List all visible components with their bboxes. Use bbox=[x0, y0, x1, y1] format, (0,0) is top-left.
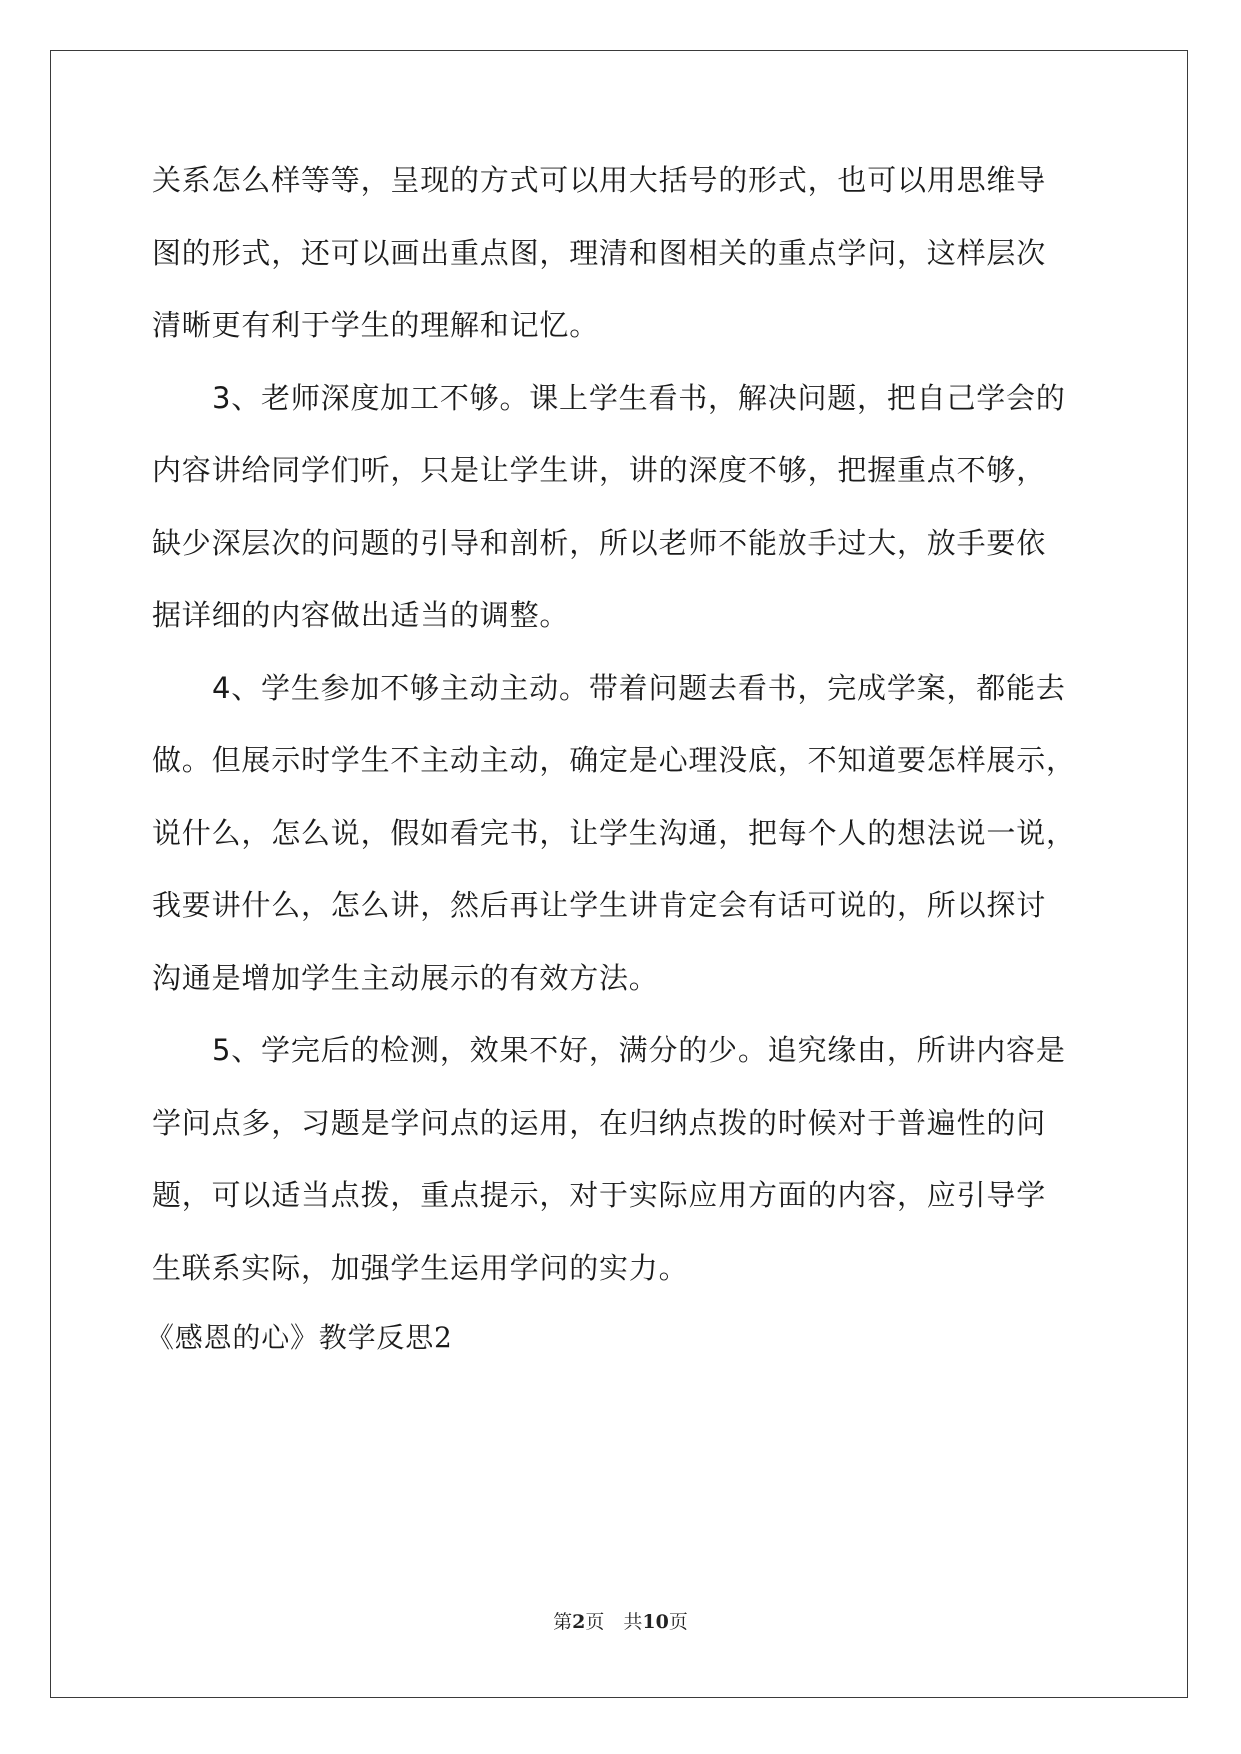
paragraph-line: 我要讲什么，怎么讲，然后再让学生讲肯定会有话可说的，所以探讨 bbox=[152, 888, 1047, 922]
current-page-number: 2 bbox=[572, 1611, 586, 1633]
paragraph-line: 5、学完后的检测，效果不好，满分的少。追究缘由，所讲内容是 bbox=[212, 1033, 1066, 1067]
page-border bbox=[50, 50, 1188, 1698]
paragraph-line: 据详细的内容做出适当的调整。 bbox=[152, 598, 570, 632]
paragraph-line: 清晰更有利于学生的理解和记忆。 bbox=[152, 308, 600, 342]
paragraph-line: 缺少深层次的问题的引导和剖析，所以老师不能放手过大，放手要依 bbox=[152, 525, 1047, 560]
paragraph-line: 生联系实际，加强学生运用学问的实力。 bbox=[152, 1250, 689, 1285]
paragraph-line: 内容讲给同学们听，只是让学生讲，讲的深度不够，把握重点不够， bbox=[152, 453, 1047, 487]
total-pages-number: 10 bbox=[642, 1611, 669, 1633]
paragraph-line: 题，可以适当点拨，重点提示，对于实际应用方面的内容，应引导学 bbox=[152, 1178, 1047, 1212]
paragraph-line: 沟通是增加学生主动展示的有效方法。 bbox=[152, 960, 659, 995]
paragraph-line: 图的形式，还可以画出重点图，理清和图相关的重点学问，这样层次 bbox=[152, 235, 1047, 270]
paragraph-line: 4、学生参加不够主动主动。带着问题去看书，完成学案，都能去 bbox=[212, 670, 1066, 705]
page-prefix: 第 bbox=[553, 1611, 573, 1633]
page-suffix: 页 bbox=[668, 1611, 688, 1633]
section-heading: 《感恩的心》教学反思2 bbox=[146, 1321, 453, 1354]
paragraph-line: 学问点多，习题是学问点的运用，在归纳点拨的时候对于普遍性的问 bbox=[152, 1105, 1047, 1140]
paragraph-line: 关系怎么样等等，呈现的方式可以用大括号的形式，也可以用思维导 bbox=[152, 163, 1047, 197]
paragraph-line: 3、老师深度加工不够。课上学生看书，解决问题，把自己学会的 bbox=[212, 380, 1066, 415]
paragraph-line: 说什么，怎么说，假如看完书，让学生沟通，把每个人的想法说一说， bbox=[152, 815, 1076, 850]
paragraph-line: 做。但展示时学生不主动主动，确定是心理没底，不知道要怎样展示， bbox=[152, 743, 1076, 777]
page-footer bbox=[0, 1607, 1241, 1634]
page-mid: 页 共 bbox=[585, 1611, 643, 1633]
